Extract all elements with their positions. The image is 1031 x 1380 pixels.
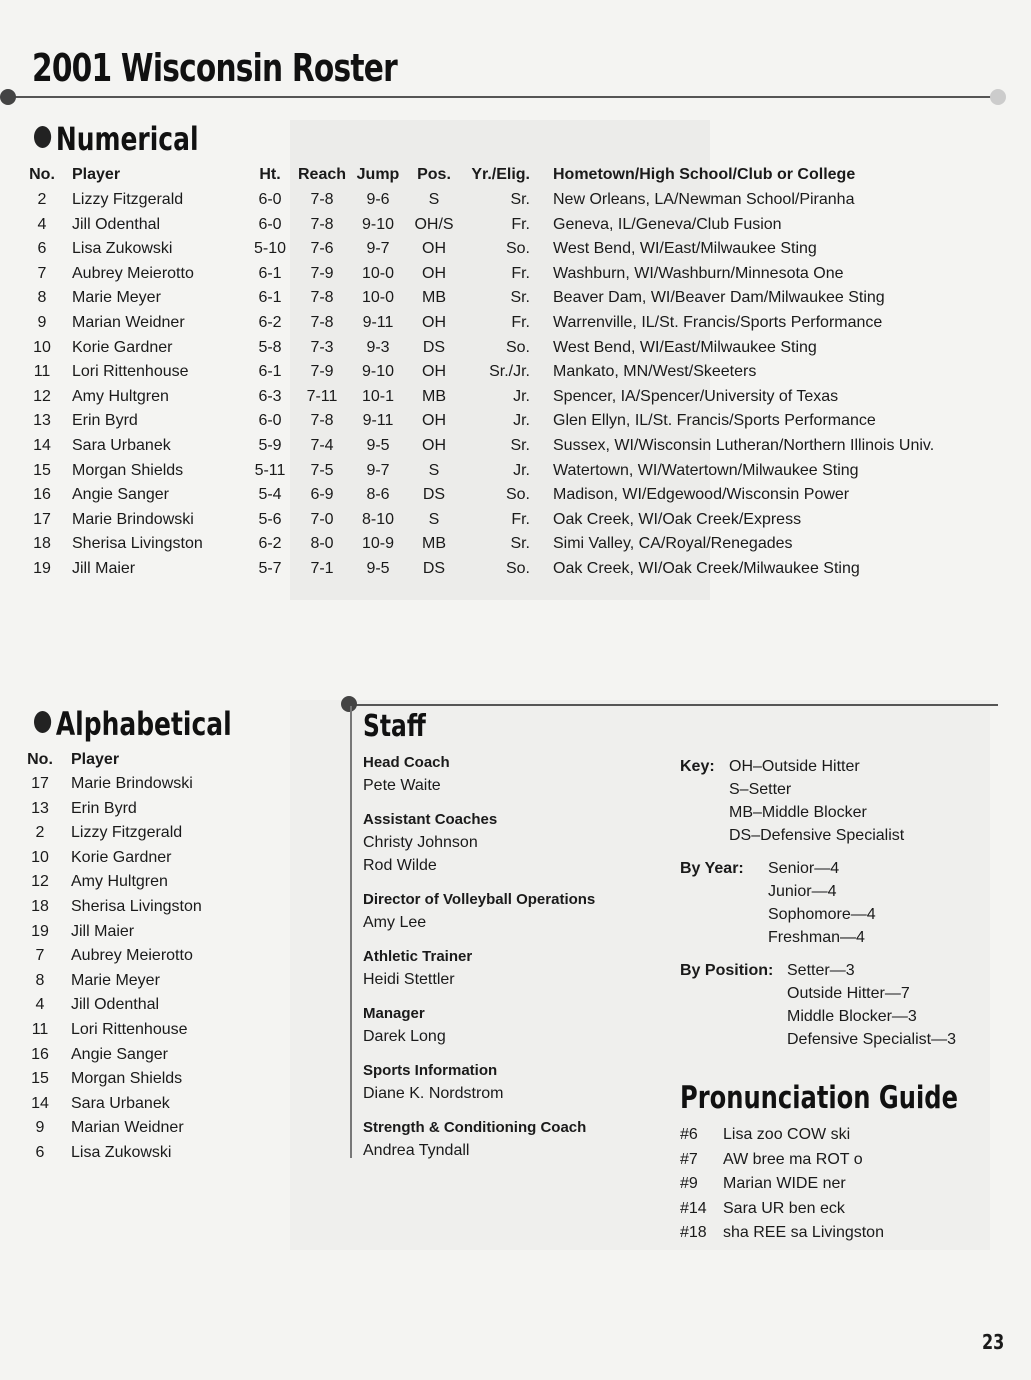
- cell-reach: 7-1: [310, 560, 334, 577]
- column-header-year: Yr./Elig.: [471, 166, 530, 183]
- by-year-item: Junior—4: [768, 883, 837, 900]
- cell-year: Fr.: [511, 215, 530, 233]
- staff-name: Christy Johnson: [363, 834, 478, 851]
- cell-year: Sr.: [510, 289, 530, 307]
- cell-reach: 7-4: [310, 437, 334, 454]
- pronunciation-text: Sara UR ben eck: [723, 1199, 845, 1217]
- cell-year: So.: [505, 486, 530, 504]
- cell-hometown: Watertown, WI/Watertown/Milwaukee Sting: [553, 461, 859, 479]
- column-header-position: Pos.: [417, 166, 451, 183]
- cell-position: OH: [422, 363, 446, 381]
- staff-name: Amy Lee: [363, 914, 427, 931]
- cell-no: 4: [35, 996, 45, 1014]
- cell-no: 19: [31, 922, 49, 940]
- cell-no: 6: [37, 240, 47, 258]
- cell-player: Lizzy Fitzgerald: [71, 824, 183, 842]
- cell-jump: 9-6: [366, 191, 390, 208]
- cell-reach: 8-0: [310, 535, 334, 553]
- key-item: MB–Middle Blocker: [729, 804, 867, 821]
- cell-jump: 10-0: [361, 289, 395, 307]
- by-year-item: Freshman—4: [768, 929, 865, 946]
- cell-player: Angie Sanger: [71, 1045, 168, 1063]
- cell-position: OH: [422, 264, 446, 282]
- cell-position: S: [428, 510, 440, 528]
- title-rule: [8, 96, 1000, 98]
- cell-height: 5-4: [258, 486, 282, 504]
- staff-role: Sports Information: [363, 1062, 498, 1079]
- staff-name: Andrea Tyndall: [363, 1142, 470, 1159]
- cell-jump: 10-9: [361, 535, 395, 553]
- by-position-item: Defensive Specialist—3: [787, 1031, 956, 1048]
- cell-player: Aubrey Meierotto: [71, 947, 193, 965]
- cell-height: 6-1: [258, 289, 282, 307]
- staff-name: Rod Wilde: [363, 857, 437, 874]
- cell-player: Sara Urbanek: [71, 1094, 170, 1112]
- by-position-item: Outside Hitter—7: [787, 985, 910, 1002]
- cell-position: MB: [422, 535, 446, 553]
- staff-rule: [352, 704, 998, 706]
- cell-player: Amy Hultgren: [72, 387, 169, 405]
- title-rule-dot-left: [0, 89, 16, 105]
- pronunciation-number: #9: [680, 1175, 698, 1192]
- cell-no: 15: [31, 1070, 49, 1088]
- staff-role: Assistant Coaches: [363, 811, 498, 828]
- pronunciation-text: AW bree ma ROT o: [723, 1150, 863, 1168]
- cell-hometown: West Bend, WI/East/Milwaukee Sting: [553, 338, 817, 356]
- cell-position: OH: [422, 240, 446, 258]
- cell-no: 2: [35, 824, 45, 842]
- cell-no: 14: [33, 437, 51, 454]
- cell-hometown: Washburn, WI/Washburn/Minnesota One: [553, 264, 844, 282]
- cell-no: 9: [37, 314, 47, 331]
- cell-no: 12: [31, 873, 49, 891]
- cell-position: OH: [422, 314, 446, 331]
- cell-reach: 7-5: [310, 461, 334, 479]
- cell-year: So.: [505, 240, 530, 258]
- cell-height: 5-10: [253, 240, 287, 258]
- cell-height: 6-2: [258, 535, 282, 553]
- cell-reach: 7-8: [310, 412, 334, 430]
- staff-rule-dot: [341, 696, 357, 712]
- cell-year: So.: [505, 338, 530, 356]
- cell-no: 7: [37, 264, 47, 282]
- column-header-jump: Jump: [356, 166, 400, 183]
- cell-hometown: New Orleans, LA/Newman School/Piranha: [553, 191, 855, 208]
- cell-no: 9: [35, 1119, 45, 1137]
- cell-no: 11: [31, 1021, 49, 1038]
- column-header-hometown: Hometown/High School/Club or College: [553, 166, 856, 183]
- cell-reach: 7-3: [310, 338, 334, 356]
- page-title: 2001 Wisconsin Roster: [32, 46, 397, 90]
- cell-year: Fr.: [511, 314, 530, 331]
- cell-height: 5-9: [258, 437, 282, 454]
- column-header-no: No.: [29, 166, 55, 183]
- cell-player: Erin Byrd: [72, 412, 138, 430]
- cell-player: Marie Meyer: [71, 971, 160, 989]
- pronunciation-text: sha REE sa Livingston: [723, 1224, 884, 1241]
- cell-position: DS: [422, 338, 446, 356]
- cell-position: DS: [422, 560, 446, 577]
- cell-year: Sr.: [510, 535, 530, 553]
- cell-player: Jill Odenthal: [71, 996, 160, 1014]
- cell-player: Jill Odenthal: [72, 215, 161, 233]
- cell-year: Jr.: [513, 387, 530, 405]
- cell-hometown: Glen Ellyn, IL/St. Francis/Sports Performance: [553, 412, 876, 430]
- cell-year: Jr.: [513, 461, 530, 479]
- pronunciation-number: #6: [680, 1126, 698, 1143]
- by-year-label: By Year:: [680, 860, 744, 877]
- cell-player: Lizzy Fitzgerald: [72, 191, 184, 208]
- cell-no: 15: [33, 461, 51, 479]
- cell-jump: 9-5: [366, 560, 390, 577]
- cell-reach: 7-8: [310, 215, 334, 233]
- cell-height: 6-2: [258, 314, 282, 331]
- cell-jump: 8-10: [361, 510, 395, 528]
- cell-player: Jill Maier: [71, 922, 135, 940]
- cell-hometown: Sussex, WI/Wisconsin Lutheran/Northern Illinois Univ.: [553, 437, 935, 454]
- cell-player: Sherisa Livingston: [71, 898, 202, 915]
- cell-year: Sr.: [510, 191, 530, 208]
- title-rule-dot-right: [990, 89, 1006, 105]
- cell-year: Sr.: [510, 437, 530, 454]
- cell-year: Fr.: [511, 264, 530, 282]
- key-item: OH–Outside Hitter: [729, 758, 860, 775]
- cell-hometown: Oak Creek, WI/Oak Creek/Milwaukee Sting: [553, 560, 860, 577]
- pronunciation-number: #14: [680, 1199, 707, 1217]
- staff-name: Diane K. Nordstrom: [363, 1085, 504, 1102]
- numerical-roster-table: [0, 166, 1031, 586]
- cell-player: Marian Weidner: [72, 314, 185, 331]
- staff-role: Manager: [363, 1005, 425, 1022]
- cell-player: Marie Brindowski: [72, 510, 194, 528]
- cell-player: Sara Urbanek: [72, 437, 171, 454]
- cell-player: Marian Weidner: [71, 1119, 184, 1137]
- pronunciation-number: #18: [680, 1224, 707, 1241]
- staff-name: Heidi Stettler: [363, 971, 455, 988]
- pronunciation-text: Marian WIDE ner: [723, 1175, 846, 1192]
- by-position-label: By Position:: [680, 962, 774, 979]
- column-header-no: No.: [27, 751, 53, 768]
- cell-no: 16: [33, 486, 51, 504]
- staff-name: Darek Long: [363, 1028, 446, 1045]
- cell-reach: 7-11: [306, 387, 338, 405]
- column-header-height: Ht.: [259, 166, 281, 183]
- cell-no: 16: [31, 1045, 49, 1063]
- cell-year: Jr.: [513, 412, 530, 430]
- staff-role: Director of Volleyball Operations: [363, 891, 596, 908]
- cell-hometown: Madison, WI/Edgewood/Wisconsin Power: [553, 486, 850, 504]
- cell-player: Lori Rittenhouse: [71, 1021, 188, 1038]
- cell-position: S: [428, 191, 440, 208]
- cell-position: S: [428, 461, 440, 479]
- cell-no: 6: [35, 1144, 45, 1161]
- cell-reach: 7-0: [310, 510, 334, 528]
- cell-no: 10: [33, 338, 51, 356]
- cell-player: Amy Hultgren: [71, 873, 168, 891]
- cell-height: 6-0: [258, 215, 282, 233]
- cell-height: 6-1: [258, 264, 282, 282]
- cell-height: 5-6: [258, 510, 282, 528]
- cell-year: Fr.: [511, 510, 530, 528]
- cell-player: Lisa Zukowski: [71, 1144, 172, 1161]
- cell-position: OH: [422, 412, 446, 430]
- cell-jump: 9-11: [362, 412, 394, 430]
- bullet-icon: [34, 126, 51, 148]
- cell-jump: 10-0: [361, 264, 395, 282]
- cell-jump: 9-7: [366, 240, 390, 258]
- cell-height: 5-8: [258, 338, 282, 356]
- cell-jump: 9-10: [361, 363, 395, 381]
- cell-hometown: Beaver Dam, WI/Beaver Dam/Milwaukee Sting: [553, 289, 885, 307]
- cell-player: Angie Sanger: [72, 486, 169, 504]
- staff-role: Head Coach: [363, 754, 450, 771]
- cell-position: DS: [422, 486, 446, 504]
- cell-jump: 9-10: [361, 215, 395, 233]
- cell-hometown: Simi Valley, CA/Royal/Renegades: [553, 535, 793, 553]
- cell-height: 6-3: [258, 387, 282, 405]
- by-year-item: Sophomore—4: [768, 906, 876, 923]
- cell-player: Korie Gardner: [72, 338, 173, 356]
- cell-reach: 7-6: [310, 240, 334, 258]
- cell-player: Morgan Shields: [72, 461, 184, 479]
- cell-no: 13: [31, 799, 49, 817]
- cell-no: 8: [35, 971, 45, 989]
- numerical-heading: Numerical: [34, 120, 198, 158]
- cell-player: Korie Gardner: [71, 848, 172, 866]
- staff-name: Pete Waite: [363, 777, 441, 794]
- cell-no: 2: [37, 191, 47, 208]
- cell-jump: 10-1: [361, 387, 395, 405]
- by-position-item: Setter—3: [787, 962, 855, 979]
- staff-role: Athletic Trainer: [363, 948, 473, 965]
- cell-year: Sr./Jr.: [489, 363, 530, 381]
- cell-no: 11: [33, 363, 51, 381]
- cell-hometown: Geneva, IL/Geneva/Club Fusion: [553, 215, 782, 233]
- cell-position: MB: [422, 387, 446, 405]
- alphabetical-heading: Alphabetical: [34, 705, 232, 743]
- cell-no: 19: [33, 560, 51, 577]
- cell-no: 13: [33, 412, 51, 430]
- alphabetical-roster-table: [0, 751, 290, 1171]
- cell-no: 17: [33, 510, 51, 528]
- cell-jump: 9-7: [366, 461, 390, 479]
- cell-jump: 9-5: [366, 437, 390, 454]
- cell-position: OH: [422, 437, 446, 454]
- cell-jump: 9-11: [362, 314, 394, 331]
- cell-no: 17: [31, 775, 49, 792]
- page-number: 23: [982, 1330, 1005, 1354]
- column-header-player: Player: [71, 751, 120, 768]
- key-item: DS–Defensive Specialist: [729, 827, 905, 844]
- cell-hometown: Oak Creek, WI/Oak Creek/Express: [553, 510, 802, 528]
- cell-hometown: Spencer, IA/Spencer/University of Texas: [553, 387, 839, 405]
- cell-player: Marie Meyer: [72, 289, 161, 307]
- cell-reach: 7-9: [310, 264, 334, 282]
- cell-height: 6-0: [258, 412, 282, 430]
- cell-hometown: Mankato, MN/West/Skeeters: [553, 363, 757, 381]
- cell-no: 8: [37, 289, 47, 307]
- cell-player: Lisa Zukowski: [72, 240, 173, 258]
- cell-hometown: Warrenville, IL/St. Francis/Sports Performance: [553, 314, 883, 331]
- cell-player: Morgan Shields: [71, 1070, 183, 1088]
- cell-position: MB: [422, 289, 446, 307]
- cell-no: 18: [33, 535, 51, 553]
- key-item: S–Setter: [729, 781, 792, 798]
- cell-height: 5-11: [254, 461, 286, 479]
- cell-reach: 7-9: [310, 363, 334, 381]
- pronunciation-text: Lisa zoo COW ski: [723, 1126, 851, 1143]
- staff-heading: Staff: [363, 709, 426, 744]
- cell-no: 14: [31, 1094, 49, 1112]
- cell-height: 6-0: [258, 191, 282, 208]
- cell-jump: 9-3: [366, 338, 390, 356]
- cell-reach: 6-9: [310, 486, 334, 504]
- cell-position: OH/S: [414, 215, 454, 233]
- pronunciation-number: #7: [680, 1150, 698, 1168]
- cell-reach: 7-8: [310, 191, 334, 208]
- by-year-item: Senior—4: [768, 860, 840, 877]
- cell-no: 4: [37, 215, 47, 233]
- staff-vertical-rule: [350, 706, 352, 1158]
- cell-player: Aubrey Meierotto: [72, 264, 194, 282]
- cell-no: 7: [35, 947, 45, 965]
- cell-player: Sherisa Livingston: [72, 535, 203, 553]
- by-position-item: Middle Blocker—3: [787, 1008, 917, 1025]
- column-header-reach: Reach: [297, 166, 347, 183]
- pronunciation-heading: Pronunciation Guide: [680, 1080, 958, 1116]
- cell-jump: 8-6: [366, 486, 390, 504]
- cell-hometown: West Bend, WI/East/Milwaukee Sting: [553, 240, 817, 258]
- cell-year: So.: [505, 560, 530, 577]
- staff-role: Strength & Conditioning Coach: [363, 1119, 587, 1136]
- cell-reach: 7-8: [310, 314, 334, 331]
- cell-no: 10: [31, 848, 49, 866]
- cell-height: 5-7: [258, 560, 282, 577]
- cell-reach: 7-8: [310, 289, 334, 307]
- cell-no: 18: [31, 898, 49, 915]
- key-label: Key:: [680, 758, 715, 775]
- cell-player: Marie Brindowski: [71, 775, 193, 792]
- column-header-player: Player: [72, 166, 121, 183]
- cell-height: 6-1: [258, 363, 282, 381]
- cell-player: Erin Byrd: [71, 799, 137, 817]
- bullet-icon: [34, 711, 51, 733]
- cell-no: 12: [33, 387, 51, 405]
- cell-player: Jill Maier: [72, 560, 136, 577]
- cell-player: Lori Rittenhouse: [72, 363, 189, 381]
